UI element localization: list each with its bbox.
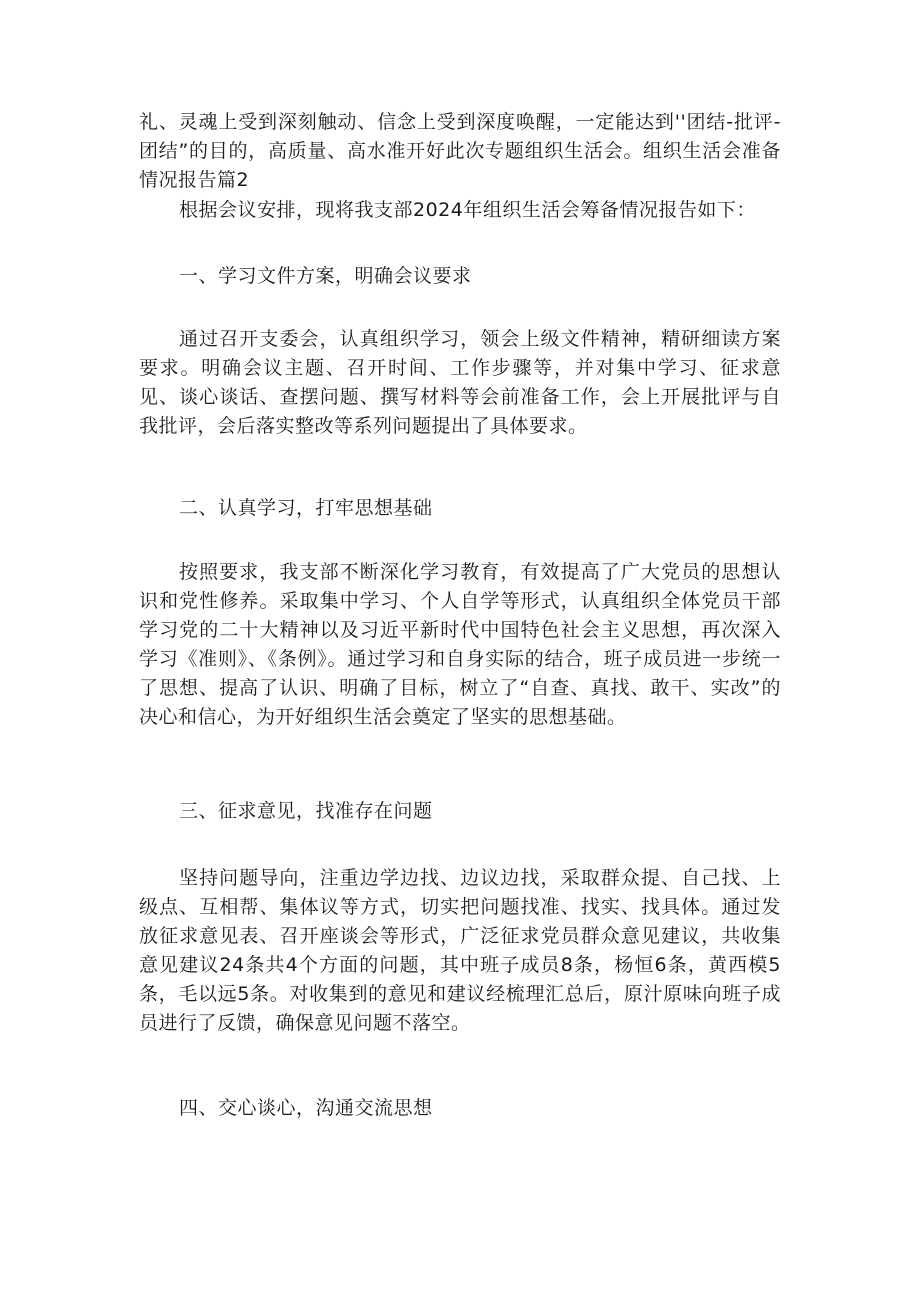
opening-paragraph: 根据会议安排，现将我支部2024年组织生活会筹备情况报告如下：	[179, 199, 756, 221]
section-2-body: 按照要求，我支部不断深化学习教育，有效提高了广大党员的思想认识和党性修养。采取集中学习、个人自学等形式，认真组织全体党员干部学习党的二十大精神以及习近平新时代中国特色社会主义思想，再次深入学习《准则》、《条例》。通过学习和自身实际的结合，班子成员进一步统一了思想、提高了认识、明确了目标，树立了“自查、真找、敢干、实改”的决心和信心，为开好组织生活会奠定了坚实的思想基础。	[139, 561, 781, 728]
section-3-body: 坚持问题导向，注重边学边找、边议边找，采取群众提、自己找、上级点、互相帮、集体议等方式，切实把问题找准、找实、找具体。通过发放征求意见表、召开座谈会等形式，广泛征求党员群众意见建议，共收集意见建议24条共4个方面的问题，其中班子成员8条，杨恒6条，黄西模5条，毛以远5条。对收集到的意见和建议经梳理汇总后，原汁原味向班子成员进行了反馈，确保意见问题不落空。	[139, 867, 781, 1034]
intro-continuation-paragraph: 礼、灵魂上受到深刻触动、信念上受到深度唤醒，一定能达到''团结-批评-团结”的目的，高质量、高水准开好此次专题组织生活会。组织生活会准备情况报告篇2	[139, 111, 781, 191]
section-3-heading: 三、征求意见，找准存在问题	[179, 800, 433, 822]
section-4-heading: 四、交心谈心，沟通交流思想	[179, 1097, 433, 1119]
section-1-heading: 一、学习文件方案，明确会议要求	[179, 265, 472, 287]
section-1-body: 通过召开支委会，认真组织学习，领会上级文件精神，精研细读方案要求。明确会议主题、召开时间、工作步骤等，并对集中学习、征求意见、谈心谈话、查摆问题、撰写材料等会前准备工作，会上开展批评与自我批评，会后落实整改等系列问题提出了具体要求。	[139, 328, 781, 437]
section-2-heading: 二、认真学习，打牢思想基础	[179, 497, 433, 519]
